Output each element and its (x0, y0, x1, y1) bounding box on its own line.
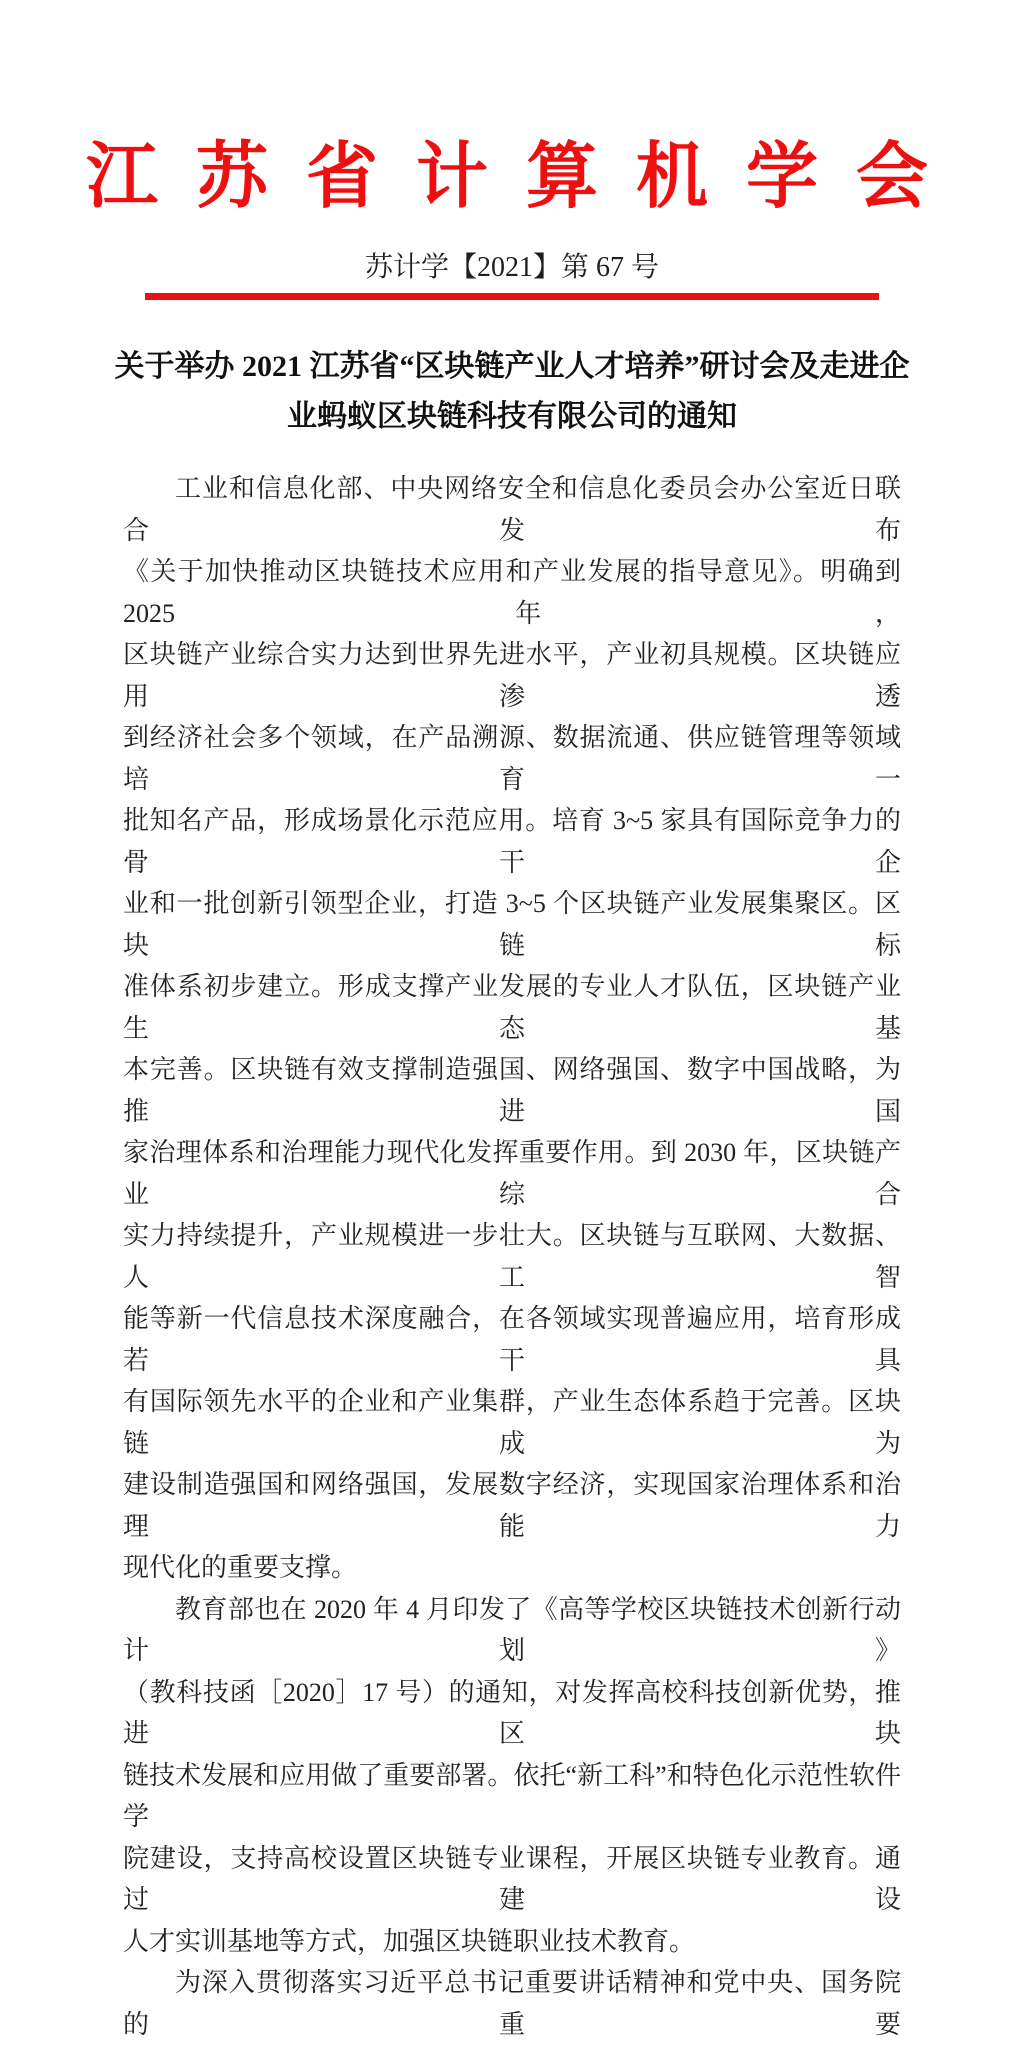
body-line: 本完善。区块链有效支撑制造强国、网络强国、数字中国战略，为推进国 (123, 1055, 901, 1126)
body-line: 到经济社会多个领域，在产品溯源、数据流通、供应链管理等领域培育一 (123, 723, 901, 794)
body-line: 为深入贯彻落实习近平总书记重要讲话精神和党中央、国务院的重要 (123, 1968, 901, 2039)
body-line: 业和一批创新引领型企业，打造 3~5 个区块链产业发展集聚区。区块链标 (123, 889, 901, 960)
body-line: 区块链产业综合实力达到世界先进水平，产业初具规模。区块链应用渗透 (123, 640, 901, 711)
body-line: （教科技函［2020］17 号）的通知，对发挥高校科技创新优势，推进区块 (123, 1677, 901, 1749)
body-line: 院建设，支持高校设置区块链专业课程，开展区块链专业教育。通过建设 (123, 1843, 901, 1915)
paragraph-3 (123, 1962, 901, 2045)
document-title-line-2: 业蚂蚁区块链科技有限公司的通知 (287, 400, 737, 434)
document-title (0, 342, 1024, 442)
paragraph-1 (123, 468, 901, 1589)
doc-number: 苏计学【2021】第 67 号 (364, 252, 659, 284)
paragraph-2 (123, 1589, 901, 1963)
body-line: 有国际领先水平的企业和产业集群，产业生态体系趋于完善。区块链成为 (123, 1387, 901, 1458)
document-title-line-1: 关于举办 2021 江苏省“区块链产业人才培养”研讨会及走进企 (114, 350, 910, 384)
red-divider-line (145, 293, 879, 300)
body-line: 人才实训基地等方式，加强区块链职业技术教育。 (123, 1926, 696, 1956)
body-line: 批知名产品，形成场景化示范应用。培育 3~5 家具有国际竞争力的骨干企 (123, 806, 901, 877)
body-line: 家治理体系和治理能力现代化发挥重要作用。到 2030 年，区块链产业综合 (123, 1138, 901, 1209)
body-line: 实力持续提升，产业规模进一步壮大。区块链与互联网、大数据、人工智 (123, 1221, 901, 1292)
body-line: 教育部也在 2020 年 4 月印发了《高等学校区块链技术创新行动计划》 (123, 1594, 901, 1666)
org-name-heading: 江 苏 省 计 算 机 学 会 (85, 137, 938, 217)
document-body (123, 468, 901, 2045)
body-line: 能等新一代信息技术深度融合，在各领域实现普遍应用，培育形成若干具 (123, 1304, 901, 1375)
body-line: 建设制造强国和网络强国，发展数字经济，实现国家治理体系和治理能力 (123, 1470, 901, 1541)
body-line: 工业和信息化部、中央网络安全和信息化委员会办公室近日联合发布 (123, 474, 901, 545)
body-line: 链技术发展和应用做了重要部署。依托“新工科”和特色化示范性软件学 (123, 1760, 901, 1832)
body-line: 《关于加快推动区块链技术应用和产业发展的指导意见》。明确到 2025 年， (123, 557, 901, 628)
body-line: 准体系初步建立。形成支撑产业发展的专业人才队伍，区块链产业生态基 (123, 972, 901, 1043)
body-line: 现代化的重要支撑。 (123, 1553, 358, 1583)
